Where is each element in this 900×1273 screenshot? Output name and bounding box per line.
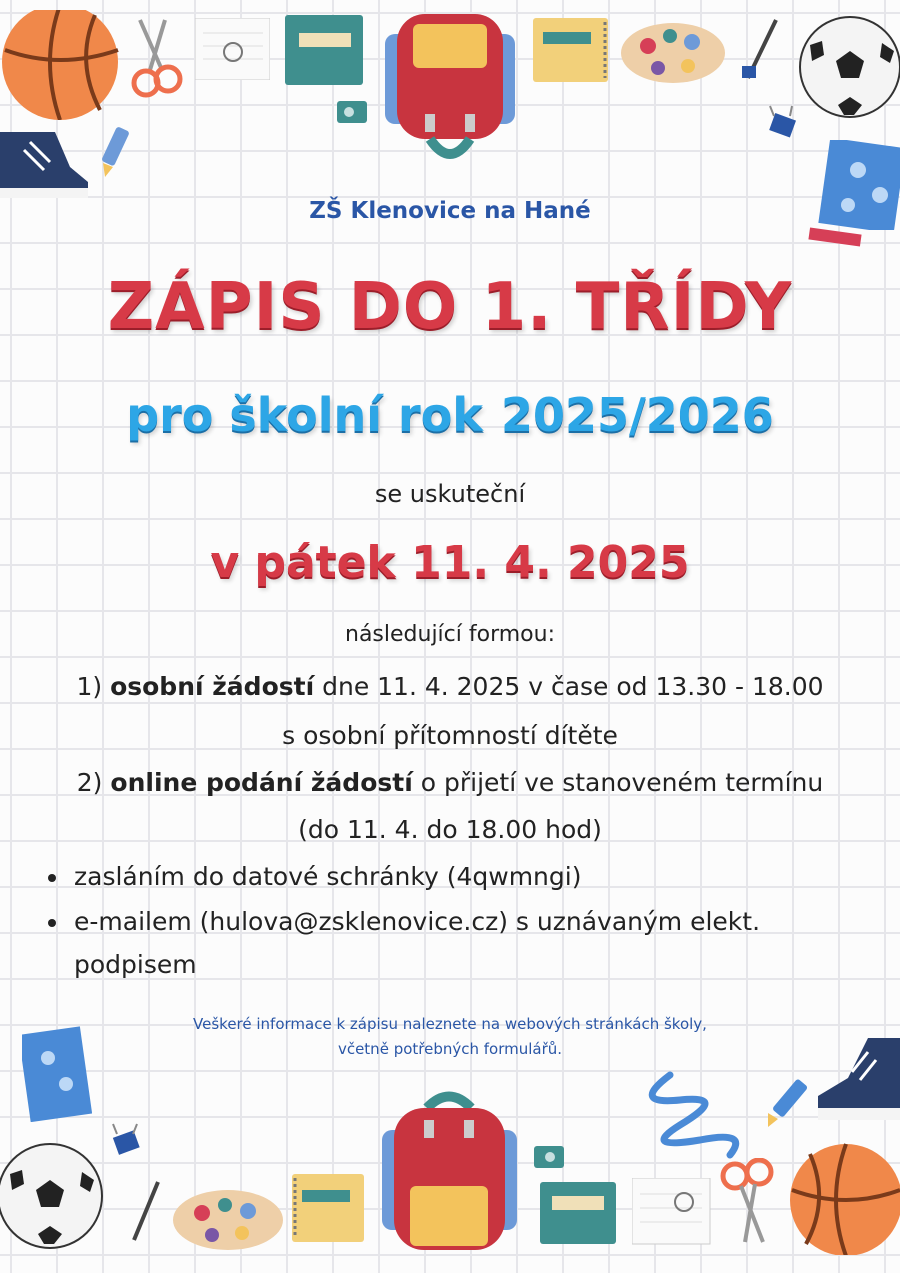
palette-icon	[618, 18, 728, 88]
form-intro: následující formou:	[345, 622, 555, 647]
page-title: ZÁPIS DO 1. TŘÍDY	[107, 270, 793, 344]
binder-clip-icon	[762, 102, 802, 142]
notebook-yellow-icon	[288, 1172, 368, 1244]
soccer-ball-icon	[0, 1140, 110, 1250]
compass-icon	[738, 18, 788, 83]
backpack-icon	[372, 1090, 527, 1250]
palette-icon	[170, 1185, 285, 1255]
option2-line2: (do 11. 4. do 18.00 hod)	[298, 815, 602, 844]
option2-number: 2)	[76, 768, 103, 797]
option1-line	[0, 672, 900, 701]
bullet-text: e-mailem (hulova@zsklenovice.cz) s uznávaným elekt.	[74, 907, 761, 936]
basketball-icon	[780, 1140, 900, 1255]
school-name: ZŠ Klenovice na Hané	[309, 198, 591, 224]
soccer-ball-icon	[790, 15, 900, 120]
bullet-continuation: podpisem	[74, 950, 197, 979]
backpack-icon	[375, 14, 525, 164]
school-year: 2025/2026	[500, 388, 774, 442]
notebook-yellow-icon	[533, 18, 613, 84]
notepaper-icon	[632, 1178, 712, 1246]
sneaker-icon	[0, 122, 95, 207]
bullet-dot-icon	[48, 874, 56, 882]
crayon-icon	[805, 225, 870, 250]
sneaker-icon	[808, 1028, 900, 1128]
bullet-item	[48, 907, 760, 936]
bullet-dot-icon	[48, 919, 56, 927]
compass-icon	[128, 1180, 168, 1245]
basketball-icon	[0, 10, 130, 120]
notepaper-icon	[195, 18, 270, 80]
sharpener-icon	[335, 97, 371, 127]
highlighter-icon	[762, 1075, 812, 1130]
option2-line	[0, 768, 900, 797]
subtitle-prefix: pro školní rok	[126, 388, 483, 442]
bullet-item	[48, 862, 581, 891]
scissors-icon	[715, 1158, 785, 1248]
option1-bold: osobní žádostí	[110, 672, 315, 701]
option2-bold: online podání žádostí	[110, 768, 413, 797]
notebook-blue-icon	[22, 1022, 92, 1122]
sharpener-icon	[530, 1142, 568, 1174]
info-line: Veškeré informace k zápisu naleznete na webových stránkách školy,	[193, 1015, 707, 1033]
intro-text: se uskuteční	[374, 480, 526, 508]
notebook-icon	[285, 15, 365, 87]
scissors-icon	[120, 15, 190, 100]
info-line: včetně potřebných formulářů.	[337, 1040, 563, 1058]
event-date: v pátek 11. 4. 2025	[210, 537, 690, 588]
binder-clip-icon	[105, 1118, 147, 1160]
highlighter-icon	[95, 125, 140, 180]
squiggle-line-icon	[640, 1065, 780, 1165]
notebook-icon	[538, 1180, 618, 1246]
school-year-subtitle	[0, 388, 900, 442]
option2-rest: o přijetí ve stanoveném termínu	[420, 768, 824, 797]
option1-line2: s osobní přítomností dítěte	[282, 721, 618, 750]
bullet-text: zasláním do datové schránky (4qwmngi)	[74, 862, 582, 891]
option1-number: 1)	[76, 672, 103, 701]
option1-rest: dne 11. 4. 2025 v čase od 13.30 - 18.00	[322, 672, 824, 701]
